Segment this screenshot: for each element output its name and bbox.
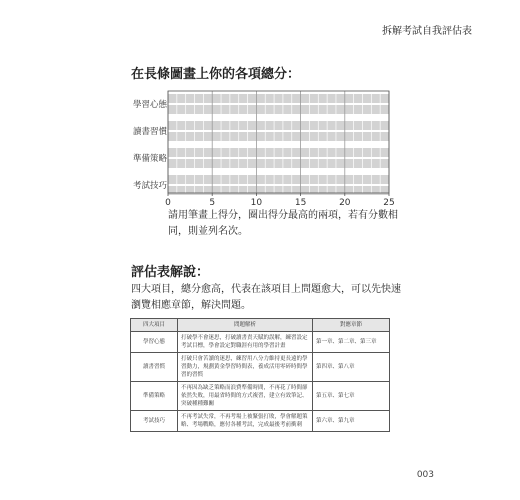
chart-section-title: 在長條圖畫上你的各項總分： bbox=[131, 67, 301, 82]
x-tick-label: 5 bbox=[209, 198, 216, 208]
bar-track-upper bbox=[168, 148, 389, 157]
running-header-title: 拆解考試自我評估表 bbox=[382, 26, 472, 37]
bar-track-lower bbox=[168, 159, 389, 168]
category-label: 讀書習慣 bbox=[133, 127, 168, 137]
row-category: 學習心態 bbox=[131, 332, 178, 353]
bar-track-upper bbox=[168, 121, 389, 130]
bar-track-lower bbox=[168, 105, 389, 114]
header-category: 四大項目 bbox=[131, 319, 178, 332]
category-label: 準備策略 bbox=[133, 154, 168, 164]
table-row bbox=[131, 382, 390, 411]
row-analysis: 打破學不會迷思，打破讀書責天賦的誤解，練習設定考試目標，學會設定對職涯有用的學習計畫 bbox=[178, 332, 313, 353]
row-chapters: 第四章、第八章 bbox=[313, 353, 390, 382]
table-row bbox=[131, 411, 390, 432]
row-chapters: 第一章、第二章、第三章 bbox=[313, 332, 390, 353]
table-row bbox=[131, 353, 390, 382]
bar-track-lower bbox=[168, 132, 389, 141]
chart-instruction-text: 請用筆畫上得分，圈出得分最高的兩項，若有分數相同，則並列名次。 bbox=[168, 210, 398, 237]
row-category: 讀書習慣 bbox=[131, 353, 178, 382]
row-chapters: 第五章、第七章 bbox=[313, 382, 390, 411]
row-analysis: 打破只會苦讀的迷思，練習用八分力維持更長遠的學習動力，規劃黃金學習時間表，養成活用零碎時間學習的習慣 bbox=[178, 353, 313, 382]
page-number: 003 bbox=[416, 470, 434, 480]
row-analysis: 不再因為缺乏策略而浪費準備時間，不再花了時間卻依然失敗，用最省時間的方式複習，建立有效筆記、突破種種難關 bbox=[178, 382, 313, 411]
x-tick-label: 15 bbox=[294, 198, 307, 208]
table-header-row bbox=[131, 319, 390, 332]
bar-track-upper bbox=[168, 94, 389, 103]
bar-track-lower bbox=[168, 186, 389, 195]
row-analysis: 不再考試失常，不再考場上被緊張打敗，學會解題策略、考場戰略，應付各種考試，完成最後考前衝刺 bbox=[178, 411, 313, 432]
x-tick-label: 20 bbox=[339, 198, 351, 208]
row-category: 考試技巧 bbox=[131, 411, 178, 432]
evaluation-table bbox=[130, 318, 390, 432]
category-label: 學習心態 bbox=[133, 100, 168, 110]
bar-track-upper bbox=[168, 175, 389, 184]
category-label: 考試技巧 bbox=[133, 181, 168, 191]
evaluation-intro-text: 四大項目，總分愈高，代表在該項目上問題愈大，可以先快速瀏覽相應章節，解決問題。 bbox=[131, 284, 401, 311]
header-analysis: 問題解析 bbox=[178, 319, 313, 332]
evaluation-section-title: 評估表解說： bbox=[131, 265, 210, 280]
x-tick-label: 25 bbox=[383, 198, 395, 208]
row-chapters: 第六章、第九章 bbox=[313, 411, 390, 432]
x-tick-label: 10 bbox=[250, 198, 263, 208]
x-tick-label: 0 bbox=[165, 198, 171, 208]
row-category: 準備策略 bbox=[131, 382, 178, 411]
header-chapters: 對應章節 bbox=[313, 319, 390, 332]
table-row bbox=[131, 332, 390, 353]
